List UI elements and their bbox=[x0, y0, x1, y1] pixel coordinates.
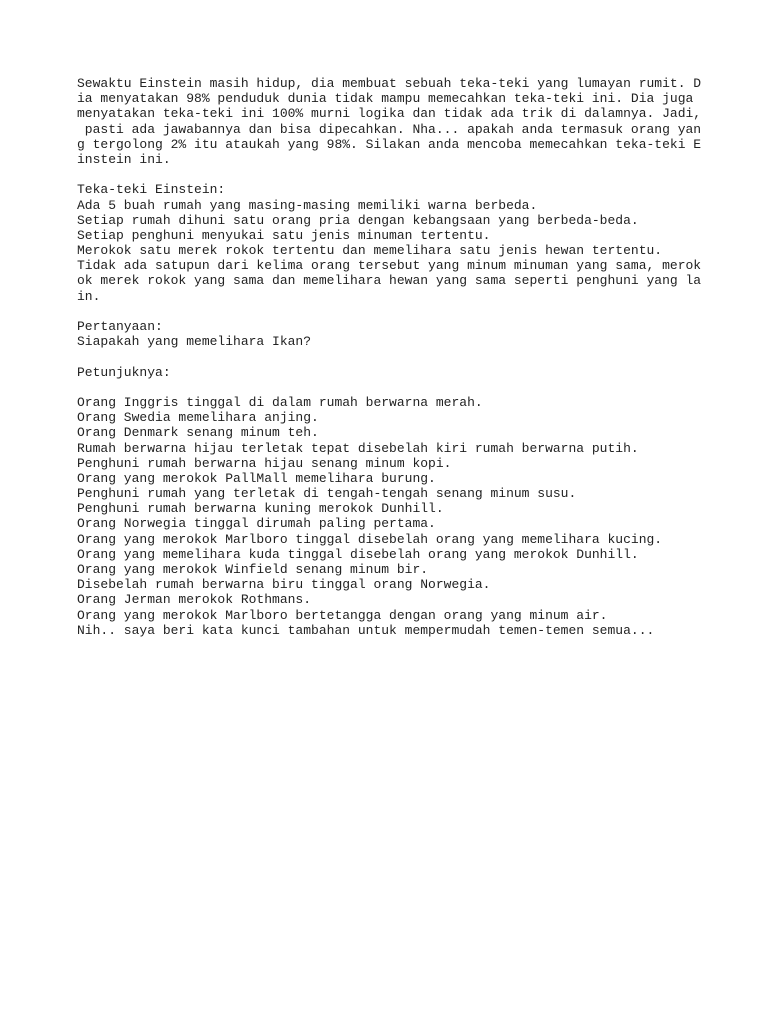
question-text: Siapakah yang memelihara Ikan? bbox=[77, 334, 312, 350]
hint-item: Penghuni rumah berwarna hijau senang minum kopi. bbox=[77, 455, 452, 471]
blank-line bbox=[77, 167, 757, 182]
blank-line bbox=[77, 304, 757, 319]
blank-line bbox=[77, 349, 757, 364]
hint-item: Orang yang merokok Marlboro bertetangga dengan orang yang minum air. bbox=[77, 607, 608, 623]
puzzle-line: Merokok satu merek rokok tertentu dan memelihara satu jenis hewan tertentu. bbox=[77, 243, 663, 259]
hint-item: Penghuni rumah yang terletak di tengah-tengah senang minum susu. bbox=[77, 486, 577, 502]
puzzle-line: ok merek rokok yang sama dan memelihara hewan yang sama seperti penghuni yang la bbox=[77, 273, 702, 289]
intro-line: pasti ada jawabannya dan bisa dipecahkan. Nha... apakah anda termasuk orang yan bbox=[77, 121, 702, 137]
hint-item: Orang yang merokok Marlboro tinggal disebelah orang yang memelihara kucing. bbox=[77, 531, 663, 547]
intro-line: Sewaktu Einstein masih hidup, dia membuat sebuah teka-teki yang lumayan rumit. D bbox=[77, 76, 702, 91]
puzzle-heading: Teka-teki Einstein: bbox=[77, 182, 226, 198]
intro-line: menyatakan teka-teki ini 100% murni logika dan tidak ada trik di dalamnya. Jadi, bbox=[77, 106, 702, 122]
puzzle-line: in. bbox=[77, 288, 101, 304]
puzzle-line: Tidak ada satupun dari kelima orang tersebut yang minum minuman yang sama, merok bbox=[77, 258, 702, 274]
hint-item: Orang yang memelihara kuda tinggal disebelah orang yang merokok Dunhill. bbox=[77, 546, 639, 562]
hint-item: Penghuni rumah berwarna kuning merokok Dunhill. bbox=[77, 501, 444, 517]
hint-item: Orang Inggris tinggal di dalam rumah berwarna merah. bbox=[77, 394, 483, 410]
hint-item: Nih.. saya beri kata kunci tambahan untuk mempermudah temen-temen semua... bbox=[77, 622, 655, 638]
document-page bbox=[77, 76, 757, 638]
hint-item: Orang Norwegia tinggal dirumah paling pertama. bbox=[77, 516, 436, 532]
question-section bbox=[77, 319, 757, 349]
question-heading: Pertanyaan: bbox=[77, 319, 163, 334]
hint-item: Orang Jerman merokok Rothmans. bbox=[77, 592, 312, 608]
hints-heading: Petunjuknya: bbox=[77, 364, 171, 380]
puzzle-line: Setiap rumah dihuni satu orang pria dengan kebangsaan yang berbeda-beda. bbox=[77, 212, 639, 228]
blank-line bbox=[77, 380, 757, 395]
hint-item: Disebelah rumah berwarna biru tinggal orang Norwegia. bbox=[77, 577, 491, 593]
intro-line: ia menyatakan 98% penduduk dunia tidak mampu memecahkan teka-teki ini. Dia juga bbox=[77, 91, 694, 107]
puzzle-line: Setiap penghuni menyukai satu jenis minuman tertentu. bbox=[77, 227, 491, 243]
intro-paragraph bbox=[77, 76, 757, 167]
hint-item: Orang yang merokok PallMall memelihara burung. bbox=[77, 470, 436, 486]
hints-list bbox=[77, 395, 757, 638]
intro-line: instein ini. bbox=[77, 151, 171, 167]
puzzle-section bbox=[77, 182, 757, 304]
puzzle-line: Ada 5 buah rumah yang masing-masing memiliki warna berbeda. bbox=[77, 197, 538, 213]
hint-item: Orang yang merokok Winfield senang minum bir. bbox=[77, 562, 429, 577]
hint-item: Rumah berwarna hijau terletak tepat disebelah kiri rumah berwarna putih. bbox=[77, 440, 639, 456]
intro-line: g tergolong 2% itu ataukah yang 98%. Silakan anda mencoba memecahkan teka-teki E bbox=[77, 136, 702, 152]
hint-item: Orang Swedia memelihara anjing. bbox=[77, 410, 319, 426]
hint-item: Orang Denmark senang minum teh. bbox=[77, 425, 319, 441]
